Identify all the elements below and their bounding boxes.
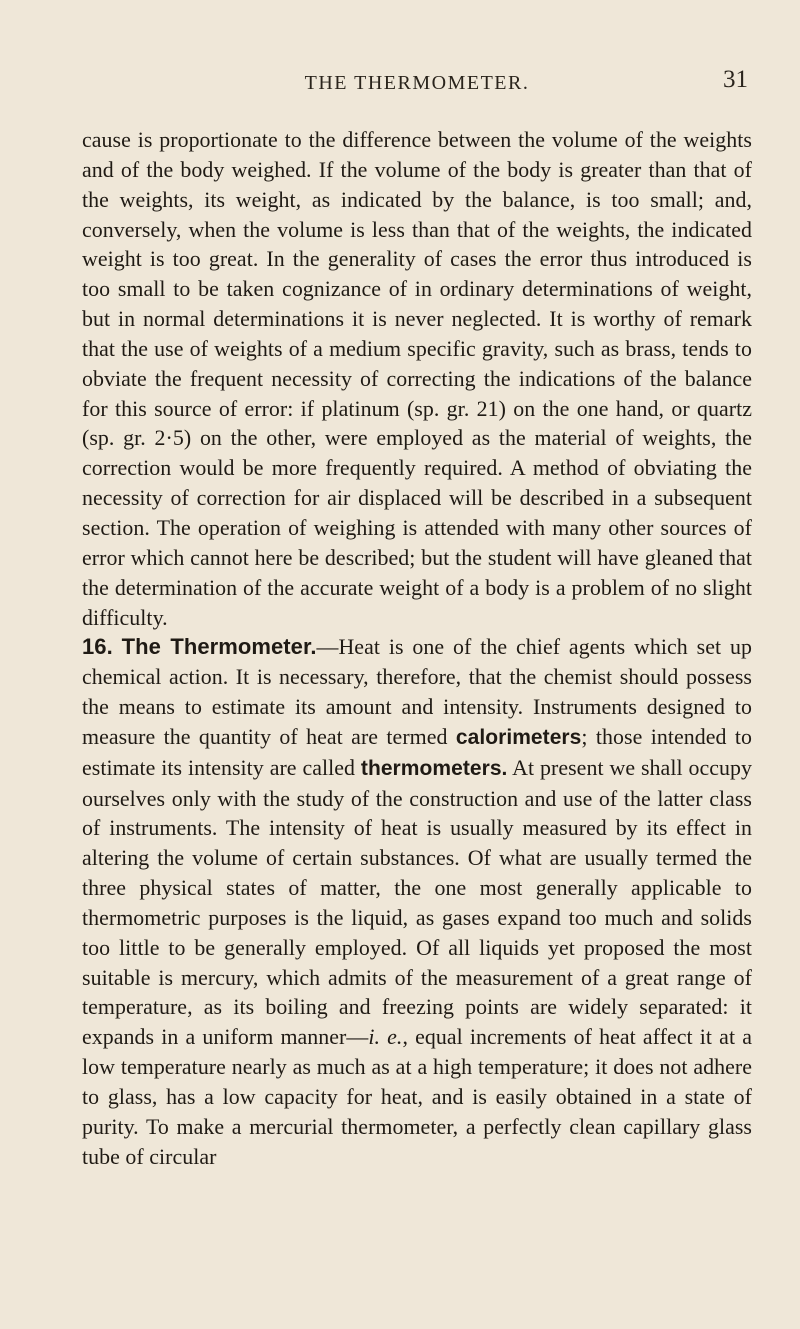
body-text xyxy=(82,125,752,1172)
paragraph-text-part2: ; those intended to estimate its intensity are called xyxy=(82,723,753,780)
section-number: 16. xyxy=(82,634,113,660)
running-title: THE THERMOMETER. xyxy=(304,72,530,94)
running-head xyxy=(82,62,752,98)
paragraph-text-part4: , equal increments of heat affect it at a low temperature nearly as much as at a high temperature; it does not adhere to glass, has a low capacity for heat, and is easily obtained in a state of purity. To make a mercurial thermometer, a perfectly clean capillary glass tube of circular xyxy=(82,1024,752,1169)
page-number: 31 xyxy=(723,66,748,93)
paragraph-continuation: cause is proportionate to the difference between the volume of the weights and of the body weighed. If the volume of the body is greater than that of the weights, its weight, as indicated by the balance, is too small; and, conversely, when the volume is less than that of the weights, the indicated weight is too great. In the generality of cases the error thus introduced is too small to be taken cognizance of in ordinary determinations of weight, but in normal determinations it is never neglected. It is worthy of remark that the use of weights of a medium specific gravity, such as brass, tends to obviate the frequent necessity of correcting the indications of the balance for this source of error: if platinum (sp. gr. 21) on the one hand, or quartz (sp. gr. 2·5) on the other, were employed as the material of weights, the correction would be more frequently required. A method of obviating the necessity of correction for air displaced will be described in a subsequent section. The operation of weighing is attended with many other sources of error which cannot here be described; but the student will have gleaned that the determination of the accurate weight of a body is a problem of no slight difficulty. xyxy=(82,127,752,630)
term-thermometers: thermometers. xyxy=(360,756,508,780)
paragraph-text-part3: At present we shall occupy ourselves only with the study of the construction and use of the latter class of instruments. The intensity of heat is usually measured by its effect in altering the volume of certain substances. Of what are usually termed the three physical states of matter, the one most generally applicable to thermometric purposes is the liquid, as gases expand too much and solids too little to be generally employed. Of all liquids yet proposed the most suitable is mercury, which admits of the measurement of a great range of temperature, as its boiling and freezing points are widely separated: it expands in a uniform manner— xyxy=(82,754,752,1050)
term-calorimeters: calorimeters xyxy=(455,725,582,749)
paragraph-text-part1: —Heat is one of the chief agents which set up chemical action. It is necessary, therefore, that the chemist should possess the means to estimate its amount and intensity. Instruments designed to measure the quantity of heat are termed xyxy=(82,634,752,749)
section-title: The Thermometer. xyxy=(121,634,317,660)
italic-ie: i. e. xyxy=(368,1024,403,1050)
paragraph-thermometer xyxy=(82,632,752,1171)
